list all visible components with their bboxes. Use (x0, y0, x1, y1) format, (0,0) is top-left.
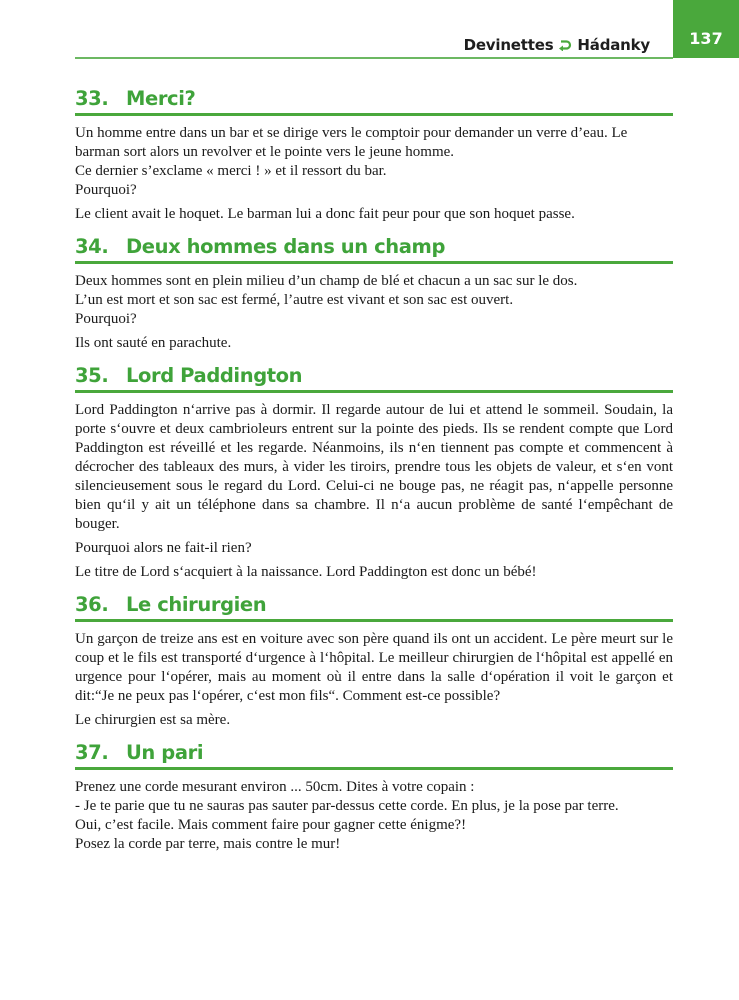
riddle-number: 36. (75, 593, 109, 616)
riddle-heading (75, 740, 673, 770)
riddle-number: 34. (75, 235, 109, 258)
answer: Le chirurgien est sa mère. (75, 712, 231, 728)
answer: Ils ont sauté en parachute. (75, 335, 232, 351)
running-header (75, 36, 650, 54)
riddle-title: Deux hommes dans un champ (126, 235, 446, 258)
riddle-number: 37. (75, 741, 109, 764)
header-right-title: Hádanky (577, 36, 650, 54)
answer: Le titre de Lord s‘acquiert à la naissance. Lord Paddington est donc un bébé! (75, 564, 537, 580)
answer: Le client avait le hoquet. Le barman lui a donc fait peur pour que son hoquet passe. (75, 206, 575, 222)
riddle-body (75, 401, 673, 582)
riddle-heading (75, 86, 673, 116)
question-line: Pourquoi? (75, 311, 137, 327)
question-line: Oui, c’est facile. Mais comment faire pour gagner cette énigme?! (75, 817, 467, 833)
header-left-title: Devinettes (463, 36, 554, 54)
question-line: Ce dernier s’exclame « merci ! » et il ressort du bar. (75, 163, 387, 179)
question-line: Deux hommes sont en plein milieu d’un champ de blé et chacun a un sac sur le dos. (75, 273, 578, 289)
curved-arrow-icon (558, 37, 572, 49)
riddle-heading (75, 363, 673, 393)
question-line: Prenez une corde mesurant environ ... 50cm. Dites à votre copain : (75, 779, 475, 795)
riddle-34 (75, 234, 673, 353)
riddle-37 (75, 740, 673, 854)
question-line: Posez la corde par terre, mais contre le mur! (75, 836, 341, 852)
riddle-number: 33. (75, 87, 109, 110)
riddle-36 (75, 592, 673, 730)
riddle-body (75, 630, 673, 730)
riddle-body (75, 124, 673, 224)
riddle-heading (75, 234, 673, 264)
riddle-body (75, 778, 673, 854)
question: Pourquoi alors ne fait-il rien? (75, 540, 252, 556)
riddle-title: Merci? (126, 87, 196, 110)
riddle-title: Un pari (126, 741, 204, 764)
question-line: L’un est mort et son sac est fermé, l’autre est vivant et son sac est ouvert. (75, 292, 514, 308)
riddle-33 (75, 86, 673, 224)
riddle-title: Lord Paddington (126, 364, 303, 387)
header-rule (75, 57, 673, 59)
question-paragraph: Un garçon de treize ans est en voiture avec son père quand ils ont un accident. Le père meurt sur le coup et le fils est transporté d‘urgence à l‘hôpital. Le meilleur chirurgien de l‘hôpital est appellé en urgence pour l‘opérer, mais au moment où il entre dans la salle d‘opération il voit le garçon et dit:“Je ne peux pas l‘opérer, c‘est mon fils“. Comment est-ce possible? (75, 631, 673, 704)
riddle-number: 35. (75, 364, 109, 387)
question-line: Un homme entre dans un bar et se dirige vers le comptoir pour demander un verre d’eau. Le barman sort alors un revolver et le pointe vers le jeune homme. (75, 125, 628, 160)
question-line: Pourquoi? (75, 182, 137, 198)
riddle-title: Le chirurgien (126, 593, 267, 616)
riddle-35 (75, 363, 673, 582)
page-number: 137 (689, 29, 723, 48)
page-number-badge (673, 0, 739, 58)
riddle-heading (75, 592, 673, 622)
question-line: - Je te parie que tu ne sauras pas sauter par-dessus cette corde. En plus, je la pose par terre. (75, 798, 619, 814)
riddle-list (75, 86, 673, 864)
question-paragraph: Lord Paddington n‘arrive pas à dormir. Il regarde autour de lui et attend le sommeil. Soudain, la porte s‘ouvre et deux cambrioleurs entrent sur la pointe des pieds. Ils se rendent compte que Lord Paddington est réveillé et les regarde. Néanmoins, ils n‘en tiennent pas compte et commencent à décrocher des tableaux des murs, à vider les tiroirs, prendre tous les objets de valeur, et s‘en vont silencieusement sous le regard du Lord. Celui-ci ne bouge pas, ne réagit pas, n‘appelle personne bien qu‘il y ait un téléphone dans sa chambre. Il n‘a aucun problème de santé l‘empêchant de bouger. (75, 402, 673, 532)
riddle-body (75, 272, 673, 353)
